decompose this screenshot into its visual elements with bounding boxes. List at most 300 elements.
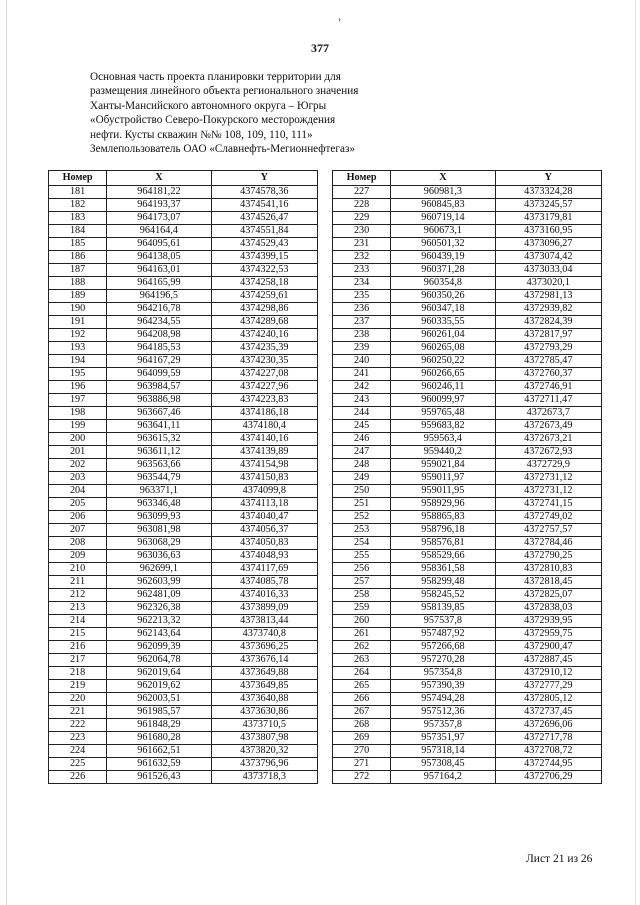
cell-number: 238 [333, 329, 391, 342]
table-row [333, 394, 602, 407]
cell-number: 268 [333, 719, 391, 732]
cell-y: 4373160,95 [495, 225, 601, 238]
table-header-row [333, 171, 602, 186]
cell-x: 959440,2 [391, 446, 495, 459]
cell-x: 960350,26 [391, 290, 495, 303]
cell-x: 959683,82 [391, 420, 495, 433]
cell-number: 229 [333, 212, 391, 225]
table-row [333, 238, 602, 251]
table-row [333, 316, 602, 329]
table-row [333, 550, 602, 563]
cell-number: 217 [49, 654, 107, 667]
cell-y: 4374056,37 [211, 524, 317, 537]
page-number: 377 [311, 41, 329, 55]
table-row [49, 537, 318, 550]
table-row [49, 394, 318, 407]
cell-y: 4372673,21 [495, 433, 601, 446]
table-row [49, 303, 318, 316]
cell-x: 964208,98 [107, 329, 211, 342]
cell-number: 266 [333, 693, 391, 706]
cell-y: 4373807,98 [211, 732, 317, 745]
cell-number: 237 [333, 316, 391, 329]
table-row [333, 745, 602, 758]
cell-y: 4373696,25 [211, 641, 317, 654]
cell-x: 957537,8 [391, 615, 495, 628]
cell-y: 4374259,61 [211, 290, 317, 303]
table-row [333, 368, 602, 381]
coordinates-table-right [332, 170, 602, 784]
cell-y: 4372737,45 [495, 706, 601, 719]
cell-x: 958576,81 [391, 537, 495, 550]
table-row [333, 680, 602, 693]
cell-y: 4372706,29 [495, 771, 601, 784]
cell-y: 4374139,89 [211, 446, 317, 459]
cell-number: 204 [49, 485, 107, 498]
cell-number: 267 [333, 706, 391, 719]
cell-x: 963036,63 [107, 550, 211, 563]
cell-x: 960250,22 [391, 355, 495, 368]
cell-y: 4374235,39 [211, 342, 317, 355]
cell-y: 4374322,53 [211, 264, 317, 277]
cell-number: 201 [49, 446, 107, 459]
cell-y: 4374258,18 [211, 277, 317, 290]
cell-number: 231 [333, 238, 391, 251]
cell-x: 959765,48 [391, 407, 495, 420]
cell-number: 184 [49, 225, 107, 238]
cell-number: 232 [333, 251, 391, 264]
cell-number: 259 [333, 602, 391, 615]
cell-y: 4374298,86 [211, 303, 317, 316]
cell-number: 226 [49, 771, 107, 784]
cell-number: 210 [49, 563, 107, 576]
cell-number: 220 [49, 693, 107, 706]
cell-y: 4373649,85 [211, 680, 317, 693]
cell-x: 959011,95 [391, 485, 495, 498]
cell-number: 272 [333, 771, 391, 784]
table-row [333, 706, 602, 719]
cell-y: 4372711,47 [495, 394, 601, 407]
cell-y: 4374541,16 [211, 199, 317, 212]
table-row [49, 459, 318, 472]
cell-number: 203 [49, 472, 107, 485]
cell-x: 957354,8 [391, 667, 495, 680]
cell-x: 960845,83 [391, 199, 495, 212]
cell-y: 4372825,07 [495, 589, 601, 602]
cell-x: 963886,98 [107, 394, 211, 407]
cell-y: 4372731,12 [495, 472, 601, 485]
cell-x: 962019,64 [107, 667, 211, 680]
cell-y: 4372959,75 [495, 628, 601, 641]
table-row [49, 667, 318, 680]
cell-y: 4372805,12 [495, 693, 601, 706]
cell-number: 233 [333, 264, 391, 277]
table-body-right [333, 186, 602, 784]
table-row [333, 381, 602, 394]
cell-y: 4374526,47 [211, 212, 317, 225]
table-row [333, 667, 602, 680]
cell-y: 4374048,93 [211, 550, 317, 563]
cell-number: 250 [333, 485, 391, 498]
table-row [333, 303, 602, 316]
table-row [333, 719, 602, 732]
cell-x: 957308,45 [391, 758, 495, 771]
table-row [49, 264, 318, 277]
cell-number: 188 [49, 277, 107, 290]
table-row [49, 758, 318, 771]
table-row [49, 290, 318, 303]
cell-x: 962143,64 [107, 628, 211, 641]
cell-x: 957164,2 [391, 771, 495, 784]
cell-y: 4373899,09 [211, 602, 317, 615]
cell-y: 4372777,29 [495, 680, 601, 693]
cell-number: 228 [333, 199, 391, 212]
table-row [49, 329, 318, 342]
cell-x: 960246,11 [391, 381, 495, 394]
cell-y: 4374551,84 [211, 225, 317, 238]
cell-x: 964181,22 [107, 186, 211, 199]
cell-x: 961632,59 [107, 758, 211, 771]
cell-y: 4372708,72 [495, 745, 601, 758]
cell-x: 957494,28 [391, 693, 495, 706]
cell-number: 241 [333, 368, 391, 381]
table-row [49, 589, 318, 602]
cell-x: 963544,79 [107, 472, 211, 485]
table-row [49, 355, 318, 368]
table-row [333, 537, 602, 550]
cell-x: 960719,14 [391, 212, 495, 225]
cell-y: 4374529,43 [211, 238, 317, 251]
cell-y: 4373796,96 [211, 758, 317, 771]
header-line: размещения линейного объекта регионального значения [90, 85, 359, 98]
cell-x: 961526,43 [107, 771, 211, 784]
cell-y: 4372672,93 [495, 446, 601, 459]
cell-number: 199 [49, 420, 107, 433]
cell-y: 4373630,86 [211, 706, 317, 719]
cell-y: 4372749,02 [495, 511, 601, 524]
table-row [49, 524, 318, 537]
cell-number: 198 [49, 407, 107, 420]
table-row [49, 680, 318, 693]
cell-number: 212 [49, 589, 107, 602]
cell-number: 239 [333, 342, 391, 355]
cell-x: 961985,57 [107, 706, 211, 719]
cell-number: 230 [333, 225, 391, 238]
cell-y: 4374399,15 [211, 251, 317, 264]
table-row [49, 407, 318, 420]
cell-number: 262 [333, 641, 391, 654]
cell-y: 4373074,42 [495, 251, 601, 264]
cell-number: 224 [49, 745, 107, 758]
cell-number: 193 [49, 342, 107, 355]
cell-number: 192 [49, 329, 107, 342]
cell-y: 4374227,96 [211, 381, 317, 394]
cell-y: 4374040,47 [211, 511, 317, 524]
column-header-y: Y [495, 171, 601, 186]
coordinates-table-left [48, 170, 318, 784]
table-row [49, 732, 318, 745]
cell-number: 271 [333, 758, 391, 771]
cell-y: 4372696,06 [495, 719, 601, 732]
cell-y: 4372817,97 [495, 329, 601, 342]
cell-number: 260 [333, 615, 391, 628]
cell-x: 959563,4 [391, 433, 495, 446]
column-header-number: Номер [333, 171, 391, 186]
cell-x: 961848,29 [107, 719, 211, 732]
table-row [333, 511, 602, 524]
cell-number: 264 [333, 667, 391, 680]
cell-y: 4374230,35 [211, 355, 317, 368]
table-row [333, 329, 602, 342]
table-row [49, 628, 318, 641]
table-row [333, 641, 602, 654]
cell-number: 191 [49, 316, 107, 329]
table-row [49, 420, 318, 433]
cell-x: 962603,99 [107, 576, 211, 589]
cell-x: 960266,65 [391, 368, 495, 381]
table-row [49, 342, 318, 355]
cell-x: 962481,09 [107, 589, 211, 602]
table-row [333, 251, 602, 264]
cell-y: 4374099,8 [211, 485, 317, 498]
cell-number: 254 [333, 537, 391, 550]
cell-number: 261 [333, 628, 391, 641]
cell-number: 208 [49, 537, 107, 550]
cell-number: 223 [49, 732, 107, 745]
cell-number: 243 [333, 394, 391, 407]
cell-x: 964185,53 [107, 342, 211, 355]
cell-y: 4372729,9 [495, 459, 601, 472]
cell-x: 964173,07 [107, 212, 211, 225]
table-row [49, 368, 318, 381]
cell-number: 270 [333, 745, 391, 758]
cell-y: 4374113,18 [211, 498, 317, 511]
cell-x: 964216,78 [107, 303, 211, 316]
cell-y: 4373324,28 [495, 186, 601, 199]
cell-number: 265 [333, 680, 391, 693]
cell-y: 4374154,98 [211, 459, 317, 472]
cell-y: 4374085,78 [211, 576, 317, 589]
cell-number: 252 [333, 511, 391, 524]
cell-number: 187 [49, 264, 107, 277]
table-row [333, 186, 602, 199]
table-row [49, 277, 318, 290]
table-row [49, 472, 318, 485]
cell-number: 246 [333, 433, 391, 446]
table-row [49, 498, 318, 511]
cell-number: 255 [333, 550, 391, 563]
cell-number: 222 [49, 719, 107, 732]
header-line: Землепользователь ОАО «Славнефть-Мегионнефтегаз» [90, 143, 355, 156]
cell-y: 4372673,7 [495, 407, 601, 420]
cell-y: 4373740,8 [211, 628, 317, 641]
cell-y: 4373820,32 [211, 745, 317, 758]
cell-y: 4372760,37 [495, 368, 601, 381]
header-line: нефти. Кусты скважин №№ 108, 109, 110, 111» [90, 128, 313, 141]
cell-number: 240 [333, 355, 391, 368]
cell-x: 958865,83 [391, 511, 495, 524]
cell-number: 242 [333, 381, 391, 394]
column-header-x: X [107, 171, 211, 186]
cell-y: 4373245,57 [495, 199, 601, 212]
cell-number: 234 [333, 277, 391, 290]
cell-y: 4372673,49 [495, 420, 601, 433]
cell-y: 4372939,82 [495, 303, 601, 316]
cell-x: 957270,28 [391, 654, 495, 667]
cell-x: 962326,38 [107, 602, 211, 615]
cell-x: 957487,92 [391, 628, 495, 641]
cell-y: 4372838,03 [495, 602, 601, 615]
cell-number: 185 [49, 238, 107, 251]
table-row [333, 628, 602, 641]
cell-y: 4373649,88 [211, 667, 317, 680]
cell-x: 957351,97 [391, 732, 495, 745]
cell-y: 4372818,45 [495, 576, 601, 589]
cell-x: 960439,19 [391, 251, 495, 264]
cell-x: 963081,98 [107, 524, 211, 537]
cell-y: 4372757,57 [495, 524, 601, 537]
cell-number: 263 [333, 654, 391, 667]
table-row [333, 212, 602, 225]
cell-number: 227 [333, 186, 391, 199]
table-row [49, 706, 318, 719]
cell-x: 963611,12 [107, 446, 211, 459]
cell-x: 964138,05 [107, 251, 211, 264]
cell-x: 962019,62 [107, 680, 211, 693]
table-row [49, 693, 318, 706]
cell-x: 961662,51 [107, 745, 211, 758]
cell-y: 4372741,15 [495, 498, 601, 511]
cell-x: 964165,99 [107, 277, 211, 290]
cell-y: 4373033,04 [495, 264, 601, 277]
cell-number: 214 [49, 615, 107, 628]
table-row [49, 485, 318, 498]
cell-number: 181 [49, 186, 107, 199]
cell-x: 963615,32 [107, 433, 211, 446]
table-row [333, 732, 602, 745]
table-row [49, 238, 318, 251]
table-row [333, 524, 602, 537]
table-row [49, 433, 318, 446]
cell-x: 962099,39 [107, 641, 211, 654]
cell-number: 235 [333, 290, 391, 303]
cell-number: 196 [49, 381, 107, 394]
cell-number: 251 [333, 498, 391, 511]
cell-x: 963346,48 [107, 498, 211, 511]
document-header [90, 70, 510, 156]
scan-edge-right [635, 0, 636, 905]
cell-x: 963667,46 [107, 407, 211, 420]
table-row [333, 589, 602, 602]
cell-number: 211 [49, 576, 107, 589]
table-row [333, 563, 602, 576]
cell-y: 4373676,14 [211, 654, 317, 667]
cell-number: 183 [49, 212, 107, 225]
cell-number: 269 [333, 732, 391, 745]
cell-x: 964099,59 [107, 368, 211, 381]
table-row [333, 290, 602, 303]
cell-number: 197 [49, 394, 107, 407]
header-line: «Обустройство Северо-Покурского месторождения [90, 114, 336, 127]
cell-y: 4372824,39 [495, 316, 601, 329]
cell-x: 957357,8 [391, 719, 495, 732]
table-header-row [49, 171, 318, 186]
cell-y: 4374117,69 [211, 563, 317, 576]
cell-x: 958929,96 [391, 498, 495, 511]
cell-number: 248 [333, 459, 391, 472]
cell-x: 962003,51 [107, 693, 211, 706]
table-row [49, 550, 318, 563]
table-row [333, 199, 602, 212]
table-row [333, 433, 602, 446]
cell-y: 4372744,95 [495, 758, 601, 771]
cell-number: 200 [49, 433, 107, 446]
cell-x: 958796,18 [391, 524, 495, 537]
table-row [333, 277, 602, 290]
cell-x: 960261,04 [391, 329, 495, 342]
cell-y: 4373640,88 [211, 693, 317, 706]
cell-x: 957266,68 [391, 641, 495, 654]
cell-number: 195 [49, 368, 107, 381]
cell-y: 4372793,29 [495, 342, 601, 355]
cell-number: 182 [49, 199, 107, 212]
cell-y: 4373813,44 [211, 615, 317, 628]
table-row [49, 316, 318, 329]
cell-x: 963099,93 [107, 511, 211, 524]
cell-y: 4372746,91 [495, 381, 601, 394]
cell-y: 4374016,33 [211, 589, 317, 602]
cell-number: 256 [333, 563, 391, 576]
column-header-x: X [391, 171, 495, 186]
cell-number: 218 [49, 667, 107, 680]
table-row [49, 563, 318, 576]
table-row [333, 654, 602, 667]
cell-x: 960099,97 [391, 394, 495, 407]
cell-number: 221 [49, 706, 107, 719]
table-row [333, 576, 602, 589]
cell-x: 957512,36 [391, 706, 495, 719]
cell-y: 4372887,45 [495, 654, 601, 667]
table-row [333, 459, 602, 472]
table-row [49, 719, 318, 732]
cell-y: 4374150,83 [211, 472, 317, 485]
cell-y: 4372981,13 [495, 290, 601, 303]
cell-y: 4374578,36 [211, 186, 317, 199]
cell-y: 4374180,4 [211, 420, 317, 433]
cell-number: 244 [333, 407, 391, 420]
cell-y: 4374140,16 [211, 433, 317, 446]
table-row [333, 446, 602, 459]
cell-y: 4372939,95 [495, 615, 601, 628]
cell-number: 202 [49, 459, 107, 472]
table-row [333, 407, 602, 420]
cell-number: 247 [333, 446, 391, 459]
scan-mark: › [338, 14, 341, 24]
table-row [333, 225, 602, 238]
cell-y: 4374050,83 [211, 537, 317, 550]
cell-number: 258 [333, 589, 391, 602]
cell-x: 958361,58 [391, 563, 495, 576]
cell-y: 4374223,83 [211, 394, 317, 407]
cell-y: 4374186,18 [211, 407, 317, 420]
table-row [49, 615, 318, 628]
cell-number: 215 [49, 628, 107, 641]
cell-number: 205 [49, 498, 107, 511]
cell-y: 4373179,81 [495, 212, 601, 225]
cell-y: 4372784,46 [495, 537, 601, 550]
cell-number: 186 [49, 251, 107, 264]
cell-x: 959011,97 [391, 472, 495, 485]
cell-x: 960673,1 [391, 225, 495, 238]
